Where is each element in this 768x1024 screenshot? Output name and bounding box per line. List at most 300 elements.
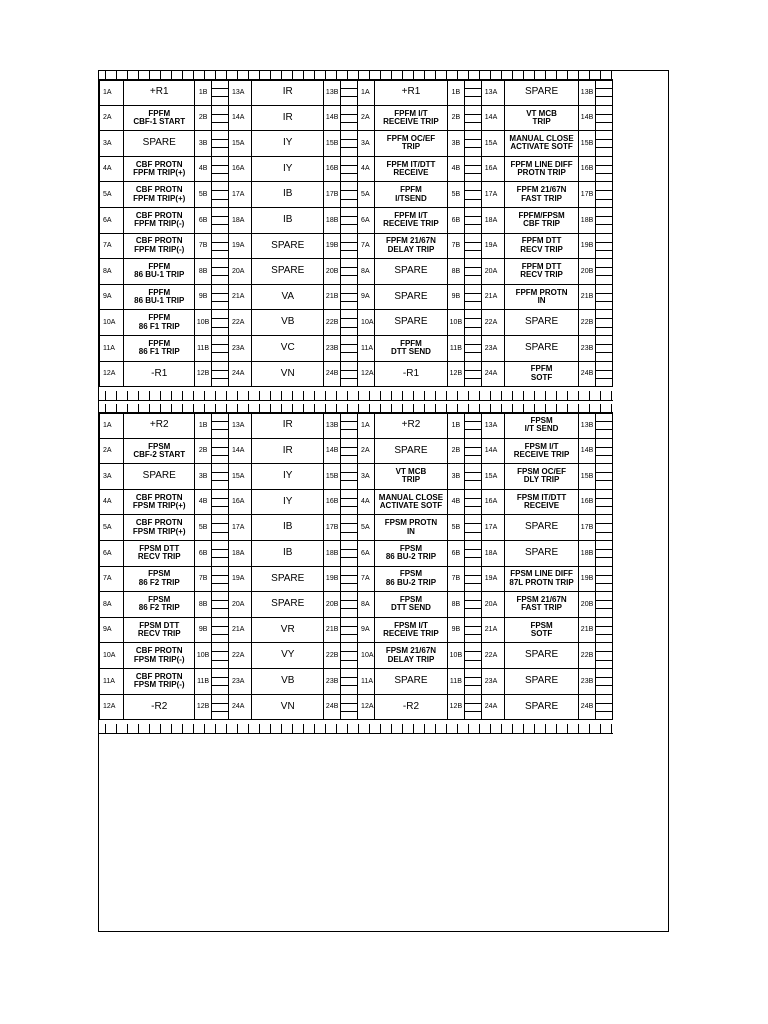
terminal-label-a: 3A bbox=[100, 131, 124, 157]
terminal-description: FPSM 86 F2 TRIP bbox=[124, 592, 195, 618]
terminal-link-box bbox=[212, 464, 229, 490]
bottom-tick-strip-1 bbox=[99, 391, 668, 401]
terminal-description: MANUAL CLOSE ACTIVATE SOTF bbox=[374, 489, 447, 515]
terminal-label-b: 21B bbox=[324, 617, 341, 643]
terminal-label-a: 20A bbox=[229, 259, 252, 285]
terminal-link-box bbox=[596, 335, 613, 361]
terminal-description: VT MCB TRIP bbox=[505, 105, 579, 131]
terminal-link-box bbox=[341, 489, 358, 515]
terminal-label-a: 22A bbox=[229, 310, 252, 336]
terminal-label-a: 23A bbox=[481, 668, 504, 694]
terminal-link-box bbox=[596, 668, 613, 694]
terminal-link-box bbox=[341, 233, 358, 259]
terminal-description: FPSM I/T RECEIVE TRIP bbox=[505, 438, 579, 464]
terminal-label-b: 24B bbox=[324, 361, 341, 387]
terminal-description: SPARE bbox=[252, 233, 324, 259]
terminal-label-a: 10A bbox=[358, 643, 375, 669]
terminal-description: VN bbox=[252, 361, 324, 387]
terminal-label-a: 12A bbox=[100, 694, 124, 720]
terminal-link-box bbox=[341, 668, 358, 694]
terminal-description: SPARE bbox=[505, 540, 579, 566]
terminal-label-a: 11A bbox=[100, 668, 124, 694]
terminal-link-box bbox=[341, 694, 358, 720]
terminal-link-box bbox=[212, 643, 229, 669]
terminal-label-a: 24A bbox=[229, 361, 252, 387]
terminal-label-b: 15B bbox=[324, 131, 341, 157]
terminal-link-box bbox=[596, 438, 613, 464]
terminal-label-b: 11B bbox=[447, 668, 464, 694]
terminal-link-box bbox=[464, 131, 481, 157]
terminal-link-box bbox=[596, 284, 613, 310]
terminal-label-b: 13B bbox=[579, 80, 596, 106]
terminal-label-a: 5A bbox=[100, 515, 124, 541]
terminal-label-a: 15A bbox=[229, 131, 252, 157]
terminal-row bbox=[100, 207, 613, 233]
terminal-label-b: 18B bbox=[579, 540, 596, 566]
terminal-link-box bbox=[464, 694, 481, 720]
terminal-label-b: 24B bbox=[324, 694, 341, 720]
terminal-label-b: 16B bbox=[324, 489, 341, 515]
terminal-row bbox=[100, 105, 613, 131]
terminal-description: VY bbox=[252, 643, 324, 669]
tick-baseline bbox=[99, 400, 613, 401]
terminal-row bbox=[100, 413, 613, 439]
terminal-link-box bbox=[464, 413, 481, 439]
terminal-label-b: 9B bbox=[195, 617, 212, 643]
terminal-row bbox=[100, 284, 613, 310]
terminal-description: FPFM 86 BU-1 TRIP bbox=[124, 259, 195, 285]
terminal-link-box bbox=[596, 694, 613, 720]
terminal-link-box bbox=[341, 361, 358, 387]
terminal-label-b: 5B bbox=[195, 182, 212, 208]
terminal-description: FPFM/FPSM CBF TRIP bbox=[505, 207, 579, 233]
terminal-label-b: 21B bbox=[324, 284, 341, 310]
tick-baseline bbox=[99, 733, 613, 734]
terminal-description: SPARE bbox=[252, 566, 324, 592]
terminal-link-box bbox=[464, 592, 481, 618]
terminal-link-box bbox=[212, 80, 229, 106]
terminal-description: -R1 bbox=[124, 361, 195, 387]
terminal-label-b: 18B bbox=[324, 207, 341, 233]
terminal-row bbox=[100, 310, 613, 336]
terminal-label-b: 15B bbox=[579, 464, 596, 490]
terminal-label-a: 10A bbox=[358, 310, 375, 336]
terminal-label-a: 13A bbox=[229, 80, 252, 106]
terminal-link-box bbox=[596, 207, 613, 233]
terminal-link-box bbox=[464, 464, 481, 490]
terminal-description: CBF PROTN FPFM TRIP(-) bbox=[124, 207, 195, 233]
terminal-description: IB bbox=[252, 515, 324, 541]
terminal-label-a: 1A bbox=[358, 80, 375, 106]
terminal-label-b: 2B bbox=[195, 105, 212, 131]
terminal-description: +R2 bbox=[374, 413, 447, 439]
terminal-link-box bbox=[596, 617, 613, 643]
terminal-label-a: 1A bbox=[100, 413, 124, 439]
terminal-label-b: 17B bbox=[324, 515, 341, 541]
terminal-description: FPFM DTT RECV TRIP bbox=[505, 233, 579, 259]
terminal-label-a: 7A bbox=[358, 233, 375, 259]
terminal-label-a: 7A bbox=[358, 566, 375, 592]
terminal-label-a: 16A bbox=[229, 489, 252, 515]
terminal-description: FPFM 21/67N DELAY TRIP bbox=[374, 233, 447, 259]
terminal-link-box bbox=[596, 156, 613, 182]
terminal-label-b: 5B bbox=[195, 515, 212, 541]
terminal-label-b: 4B bbox=[195, 489, 212, 515]
terminal-label-a: 23A bbox=[229, 668, 252, 694]
terminal-label-a: 9A bbox=[100, 617, 124, 643]
terminal-link-box bbox=[341, 80, 358, 106]
terminal-label-b: 14B bbox=[324, 438, 341, 464]
terminal-link-box bbox=[212, 489, 229, 515]
terminal-description: +R1 bbox=[124, 80, 195, 106]
terminal-label-a: 14A bbox=[229, 438, 252, 464]
terminal-label-a: 4A bbox=[100, 156, 124, 182]
terminal-row bbox=[100, 489, 613, 515]
terminal-row bbox=[100, 233, 613, 259]
terminal-description: SPARE bbox=[505, 310, 579, 336]
terminal-description: FPFM PROTN IN bbox=[505, 284, 579, 310]
terminal-description: IR bbox=[252, 438, 324, 464]
terminal-label-a: 8A bbox=[358, 259, 375, 285]
terminal-label-a: 15A bbox=[481, 131, 504, 157]
terminal-description: CBF PROTN FPFM TRIP(+) bbox=[124, 156, 195, 182]
terminal-description: CBF PROTN FPSM TRIP(-) bbox=[124, 643, 195, 669]
terminal-link-box bbox=[596, 105, 613, 131]
terminal-label-a: 3A bbox=[358, 131, 375, 157]
terminal-label-b: 23B bbox=[579, 668, 596, 694]
terminal-row bbox=[100, 668, 613, 694]
terminal-label-b: 24B bbox=[579, 361, 596, 387]
terminal-description: CBF PROTN FPSM TRIP(-) bbox=[124, 668, 195, 694]
terminal-label-a: 3A bbox=[358, 464, 375, 490]
terminal-label-a: 7A bbox=[100, 566, 124, 592]
terminal-label-a: 15A bbox=[481, 464, 504, 490]
terminal-label-a: 22A bbox=[481, 310, 504, 336]
terminal-link-box bbox=[464, 515, 481, 541]
terminal-label-b: 23B bbox=[324, 668, 341, 694]
terminal-description: -R2 bbox=[124, 694, 195, 720]
terminal-label-a: 10A bbox=[100, 310, 124, 336]
terminal-label-a: 17A bbox=[481, 182, 504, 208]
terminal-link-box bbox=[341, 540, 358, 566]
terminal-label-b: 1B bbox=[195, 413, 212, 439]
terminal-description: CBF PROTN FPSM TRIP(+) bbox=[124, 489, 195, 515]
terminal-link-box bbox=[212, 515, 229, 541]
terminal-description: FPSM SOTF bbox=[505, 617, 579, 643]
terminal-label-a: 18A bbox=[229, 540, 252, 566]
terminal-label-a: 20A bbox=[481, 259, 504, 285]
terminal-description: VB bbox=[252, 668, 324, 694]
terminal-label-b: 22B bbox=[324, 310, 341, 336]
terminal-block-r2 bbox=[99, 412, 613, 720]
terminal-description: IY bbox=[252, 131, 324, 157]
terminal-description: FPSM OC/EF DLY TRIP bbox=[505, 464, 579, 490]
terminal-label-b: 16B bbox=[579, 156, 596, 182]
terminal-link-box bbox=[341, 566, 358, 592]
terminal-label-a: 1A bbox=[358, 413, 375, 439]
terminal-description: VT MCB TRIP bbox=[374, 464, 447, 490]
terminal-label-b: 9B bbox=[447, 617, 464, 643]
terminal-label-a: 21A bbox=[481, 284, 504, 310]
terminal-link-box bbox=[212, 105, 229, 131]
terminal-label-b: 17B bbox=[324, 182, 341, 208]
terminal-label-b: 16B bbox=[579, 489, 596, 515]
terminal-description: CBF PROTN FPFM TRIP(+) bbox=[124, 182, 195, 208]
terminal-label-a: 9A bbox=[100, 284, 124, 310]
terminal-label-b: 13B bbox=[324, 80, 341, 106]
terminal-label-a: 18A bbox=[481, 207, 504, 233]
terminal-label-a: 5A bbox=[358, 515, 375, 541]
terminal-link-box bbox=[212, 361, 229, 387]
terminal-description: FPFM DTT SEND bbox=[374, 335, 447, 361]
terminal-link-box bbox=[596, 540, 613, 566]
terminal-label-a: 12A bbox=[358, 694, 375, 720]
terminal-label-b: 20B bbox=[579, 259, 596, 285]
terminal-label-a: 11A bbox=[358, 335, 375, 361]
terminal-label-a: 8A bbox=[358, 592, 375, 618]
terminal-label-a: 20A bbox=[229, 592, 252, 618]
terminal-label-b: 19B bbox=[579, 566, 596, 592]
terminal-label-a: 5A bbox=[358, 182, 375, 208]
terminal-row bbox=[100, 156, 613, 182]
terminal-description: CBF PROTN FPSM TRIP(+) bbox=[124, 515, 195, 541]
terminal-description: FPFM DTT RECV TRIP bbox=[505, 259, 579, 285]
terminal-link-box bbox=[212, 413, 229, 439]
terminal-link-box bbox=[596, 592, 613, 618]
terminal-label-b: 1B bbox=[195, 80, 212, 106]
terminal-description: FPSM 86 BU-2 TRIP bbox=[374, 566, 447, 592]
terminal-label-b: 14B bbox=[579, 438, 596, 464]
terminal-label-b: 4B bbox=[447, 156, 464, 182]
terminal-row bbox=[100, 131, 613, 157]
terminal-label-b: 23B bbox=[324, 335, 341, 361]
terminal-link-box bbox=[596, 233, 613, 259]
terminal-label-a: 19A bbox=[229, 566, 252, 592]
terminal-link-box bbox=[596, 413, 613, 439]
terminal-link-box bbox=[212, 131, 229, 157]
terminal-row bbox=[100, 617, 613, 643]
terminal-row bbox=[100, 80, 613, 106]
terminal-description: FPFM I/T RECEIVE TRIP bbox=[374, 105, 447, 131]
terminal-description: FPFM 21/67N FAST TRIP bbox=[505, 182, 579, 208]
terminal-label-a: 20A bbox=[481, 592, 504, 618]
terminal-label-b: 7B bbox=[447, 566, 464, 592]
terminal-label-b: 5B bbox=[447, 182, 464, 208]
terminal-row bbox=[100, 361, 613, 387]
terminal-label-a: 4A bbox=[358, 156, 375, 182]
terminal-row bbox=[100, 464, 613, 490]
terminal-label-a: 6A bbox=[100, 540, 124, 566]
terminal-block-r1 bbox=[99, 79, 613, 387]
terminal-label-b: 22B bbox=[324, 643, 341, 669]
terminal-label-b: 11B bbox=[195, 668, 212, 694]
terminal-label-a: 4A bbox=[358, 489, 375, 515]
terminal-label-b: 22B bbox=[579, 643, 596, 669]
terminal-label-a: 23A bbox=[229, 335, 252, 361]
terminal-label-b: 2B bbox=[195, 438, 212, 464]
terminal-link-box bbox=[212, 694, 229, 720]
terminal-link-box bbox=[464, 566, 481, 592]
terminal-description: SPARE bbox=[505, 668, 579, 694]
terminal-label-b: 19B bbox=[579, 233, 596, 259]
terminal-description: FPSM 86 F2 TRIP bbox=[124, 566, 195, 592]
terminal-link-box bbox=[341, 413, 358, 439]
terminal-label-a: 6A bbox=[100, 207, 124, 233]
terminal-label-b: 23B bbox=[579, 335, 596, 361]
terminal-description: SPARE bbox=[252, 592, 324, 618]
terminal-label-b: 15B bbox=[324, 464, 341, 490]
terminal-label-a: 9A bbox=[358, 284, 375, 310]
terminal-link-box bbox=[341, 207, 358, 233]
terminal-description: FPFM OC/EF TRIP bbox=[374, 131, 447, 157]
terminal-description: -R2 bbox=[374, 694, 447, 720]
terminal-label-b: 10B bbox=[447, 643, 464, 669]
terminal-link-box bbox=[464, 668, 481, 694]
terminal-link-box bbox=[464, 105, 481, 131]
terminal-label-a: 23A bbox=[481, 335, 504, 361]
terminal-link-box bbox=[341, 105, 358, 131]
terminal-description: CBF PROTN FPFM TRIP(-) bbox=[124, 233, 195, 259]
terminal-label-a: 14A bbox=[481, 438, 504, 464]
terminal-label-b: 3B bbox=[195, 131, 212, 157]
terminal-label-a: 18A bbox=[229, 207, 252, 233]
terminal-description: VB bbox=[252, 310, 324, 336]
terminal-description: FPFM 86 BU-1 TRIP bbox=[124, 284, 195, 310]
terminal-description: FPSM DTT SEND bbox=[374, 592, 447, 618]
terminal-link-box bbox=[341, 259, 358, 285]
terminal-label-a: 18A bbox=[481, 540, 504, 566]
terminal-label-a: 8A bbox=[100, 259, 124, 285]
terminal-link-box bbox=[464, 284, 481, 310]
terminal-description: FPFM IT/DTT RECEIVE bbox=[374, 156, 447, 182]
terminal-description: IR bbox=[252, 80, 324, 106]
terminal-label-b: 18B bbox=[579, 207, 596, 233]
terminal-label-b: 18B bbox=[324, 540, 341, 566]
terminal-description: FPFM CBF-1 START bbox=[124, 105, 195, 131]
terminal-description: FPSM I/T RECEIVE TRIP bbox=[374, 617, 447, 643]
terminal-label-b: 1B bbox=[447, 413, 464, 439]
terminal-label-a: 19A bbox=[481, 566, 504, 592]
terminal-row bbox=[100, 438, 613, 464]
terminal-description: IR bbox=[252, 413, 324, 439]
terminal-description: -R1 bbox=[374, 361, 447, 387]
terminal-link-box bbox=[464, 438, 481, 464]
terminal-label-b: 15B bbox=[579, 131, 596, 157]
terminal-link-box bbox=[212, 566, 229, 592]
terminal-link-box bbox=[212, 335, 229, 361]
terminal-label-b: 17B bbox=[579, 182, 596, 208]
terminal-link-box bbox=[464, 617, 481, 643]
terminal-label-b: 3B bbox=[195, 464, 212, 490]
terminal-link-box bbox=[341, 156, 358, 182]
terminal-label-b: 1B bbox=[447, 80, 464, 106]
terminal-description: FPSM IT/DTT RECEIVE bbox=[505, 489, 579, 515]
terminal-link-box bbox=[212, 182, 229, 208]
terminal-link-box bbox=[464, 489, 481, 515]
terminal-link-box bbox=[341, 335, 358, 361]
terminal-label-a: 19A bbox=[481, 233, 504, 259]
terminal-description: IY bbox=[252, 464, 324, 490]
terminal-row bbox=[100, 515, 613, 541]
terminal-label-b: 4B bbox=[195, 156, 212, 182]
terminal-label-b: 5B bbox=[447, 515, 464, 541]
terminal-label-b: 19B bbox=[324, 233, 341, 259]
bottom-tick-strip-2 bbox=[99, 724, 668, 734]
terminal-link-box bbox=[464, 182, 481, 208]
terminal-link-box bbox=[596, 643, 613, 669]
terminal-label-a: 13A bbox=[481, 413, 504, 439]
terminal-label-b: 3B bbox=[447, 131, 464, 157]
terminal-description: VN bbox=[252, 694, 324, 720]
terminal-link-box bbox=[596, 464, 613, 490]
terminal-link-box bbox=[341, 464, 358, 490]
terminal-label-b: 9B bbox=[195, 284, 212, 310]
terminal-label-a: 2A bbox=[100, 105, 124, 131]
terminal-link-box bbox=[341, 592, 358, 618]
terminal-label-b: 10B bbox=[195, 310, 212, 336]
terminal-link-box bbox=[464, 643, 481, 669]
terminal-description: SPARE bbox=[374, 310, 447, 336]
terminal-link-box bbox=[596, 259, 613, 285]
terminal-label-b: 24B bbox=[579, 694, 596, 720]
terminal-label-b: 21B bbox=[579, 284, 596, 310]
terminal-description: VC bbox=[252, 335, 324, 361]
terminal-row bbox=[100, 335, 613, 361]
terminal-label-a: 22A bbox=[229, 643, 252, 669]
terminal-label-b: 16B bbox=[324, 156, 341, 182]
terminal-link-box bbox=[464, 80, 481, 106]
terminal-row bbox=[100, 694, 613, 720]
terminal-label-a: 2A bbox=[100, 438, 124, 464]
terminal-label-b: 7B bbox=[447, 233, 464, 259]
terminal-link-box bbox=[212, 617, 229, 643]
terminal-label-b: 8B bbox=[447, 259, 464, 285]
terminal-description: FPFM I/TSEND bbox=[374, 182, 447, 208]
terminal-label-a: 4A bbox=[100, 489, 124, 515]
terminal-description: FPSM CBF-2 START bbox=[124, 438, 195, 464]
terminal-row bbox=[100, 540, 613, 566]
terminal-label-b: 17B bbox=[579, 515, 596, 541]
terminal-description: SPARE bbox=[252, 259, 324, 285]
terminal-label-b: 19B bbox=[324, 566, 341, 592]
terminal-link-box bbox=[212, 668, 229, 694]
terminal-label-a: 11A bbox=[100, 335, 124, 361]
terminal-description: FPFM 86 F1 TRIP bbox=[124, 335, 195, 361]
terminal-description: FPSM 21/67N DELAY TRIP bbox=[374, 643, 447, 669]
terminal-label-b: 13B bbox=[324, 413, 341, 439]
terminal-label-b: 8B bbox=[195, 259, 212, 285]
terminal-label-a: 16A bbox=[481, 489, 504, 515]
terminal-link-box bbox=[341, 643, 358, 669]
terminal-description: +R2 bbox=[124, 413, 195, 439]
terminal-label-a: 10A bbox=[100, 643, 124, 669]
terminal-label-b: 12B bbox=[195, 361, 212, 387]
terminal-label-b: 12B bbox=[195, 694, 212, 720]
terminal-label-b: 11B bbox=[447, 335, 464, 361]
terminal-label-a: 22A bbox=[481, 643, 504, 669]
terminal-link-box bbox=[596, 310, 613, 336]
terminal-link-box bbox=[212, 207, 229, 233]
terminal-link-box bbox=[596, 131, 613, 157]
terminal-link-box bbox=[212, 259, 229, 285]
terminal-label-b: 6B bbox=[195, 540, 212, 566]
terminal-row bbox=[100, 259, 613, 285]
terminal-label-b: 6B bbox=[195, 207, 212, 233]
terminal-link-box bbox=[464, 259, 481, 285]
terminal-description: FPSM I/T SEND bbox=[505, 413, 579, 439]
terminal-label-a: 14A bbox=[481, 105, 504, 131]
terminal-description: FPSM PROTN IN bbox=[374, 515, 447, 541]
